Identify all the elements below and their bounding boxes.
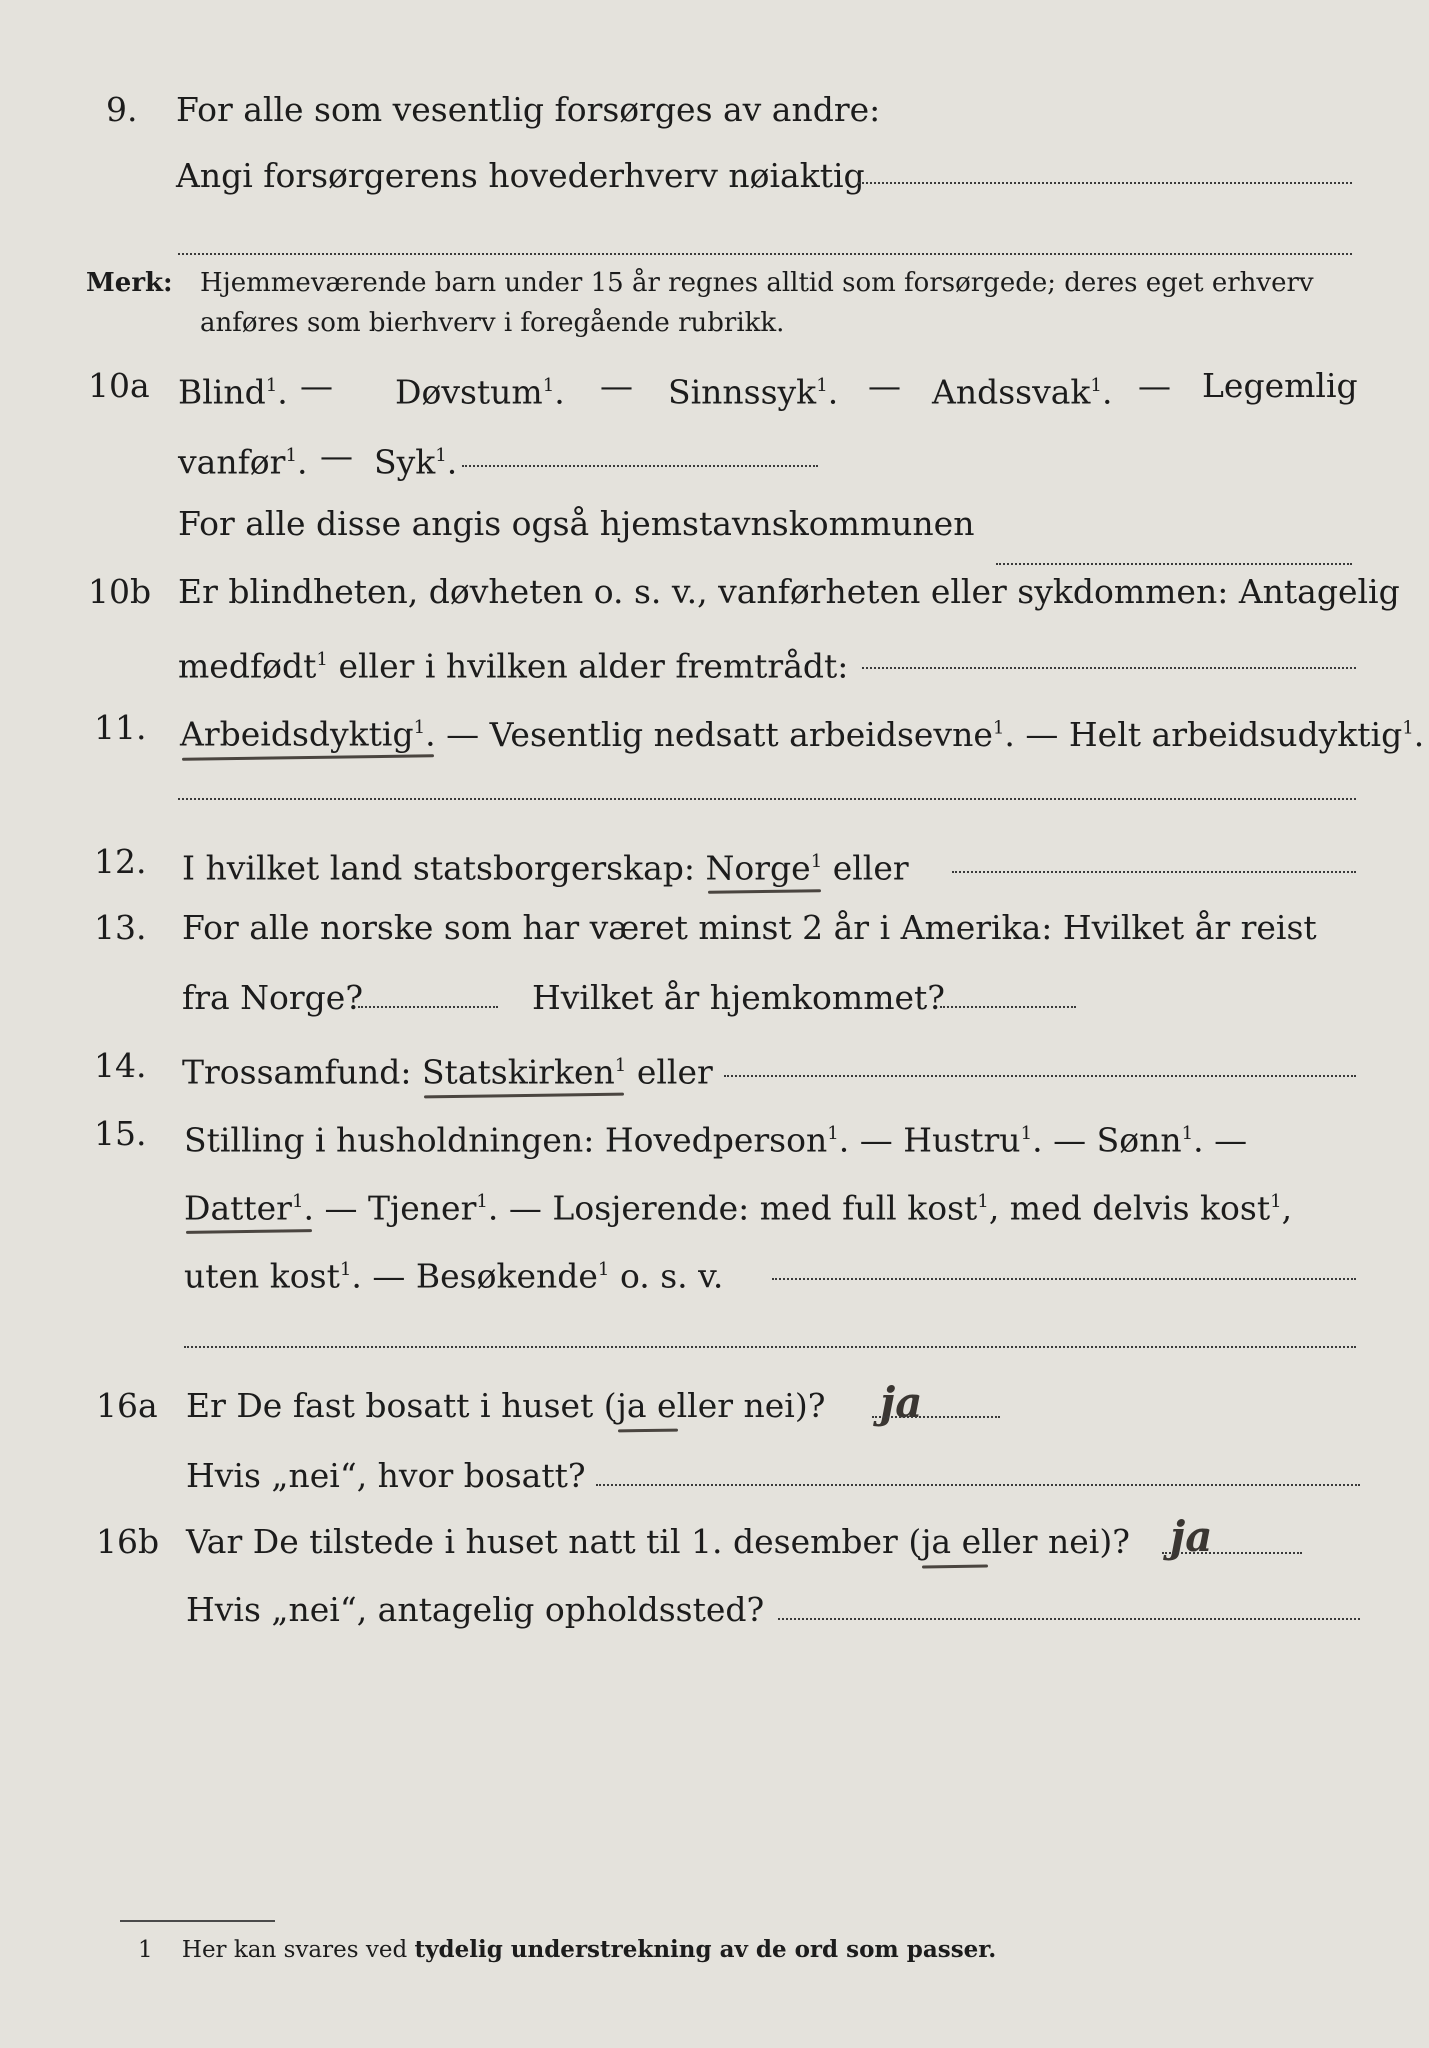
question-text: For alle som vesentlig forsørges av andre: bbox=[176, 90, 881, 129]
answer-line[interactable] bbox=[772, 1278, 1356, 1280]
question-text: Hvis „nei“, antagelig opholdssted? bbox=[186, 1590, 765, 1629]
question-10a-line2 bbox=[0, 426, 1429, 486]
question-text: Er blindheten, døvheten o. s. v., vanførheten eller sykdommen: Antagelig bbox=[178, 572, 1400, 611]
answer-line[interactable] bbox=[358, 1006, 498, 1008]
question-text: uten kost$^1$. — Besøkende$^1$ o. s. v. bbox=[184, 1256, 724, 1296]
handwritten-answer: ja bbox=[1170, 1512, 1213, 1561]
question-10b bbox=[0, 562, 1429, 622]
option-sinnssyk[interactable]: Sinnssyk$^1$. bbox=[668, 372, 839, 412]
question-number: 14. bbox=[94, 1046, 147, 1085]
question-14 bbox=[0, 1036, 1429, 1096]
note-label: Merk: bbox=[86, 268, 173, 298]
answer-line[interactable] bbox=[724, 1075, 1356, 1077]
underline-mark bbox=[920, 1562, 990, 1574]
option-vanfor[interactable]: vanfør$^1$. bbox=[178, 442, 308, 482]
answer-line[interactable] bbox=[1162, 1552, 1302, 1554]
question-text: I hvilket land statsborgerskap: Norge$^1$ eller bbox=[182, 832, 909, 899]
question-10b-line2 bbox=[0, 630, 1429, 690]
question-number: 15. bbox=[94, 1114, 147, 1153]
question-text: Var De tilstede i huset natt til 1. desember (ja eller nei)? bbox=[186, 1522, 1130, 1561]
option-arbeidsdyktig-underlined[interactable]: Arbeidsdyktig$^1$. bbox=[180, 698, 436, 765]
option-legemlig[interactable]: Legemlig bbox=[1202, 366, 1358, 405]
dash: — bbox=[868, 366, 901, 405]
question-text: Angi forsørgerens hovederhverv nøiaktig bbox=[176, 156, 865, 195]
answer-line[interactable] bbox=[178, 253, 1352, 255]
note bbox=[0, 263, 1429, 303]
question-16b bbox=[0, 1512, 1429, 1572]
question-number: 16b bbox=[96, 1522, 160, 1561]
option-datter-underlined[interactable]: Datter$^1$. bbox=[184, 1172, 314, 1239]
answer-line[interactable] bbox=[862, 667, 1356, 669]
question-number: 16a bbox=[96, 1386, 158, 1425]
dash: — bbox=[320, 436, 353, 475]
question-12 bbox=[0, 832, 1429, 892]
question-text: For alle disse angis også hjemstavnskommunen bbox=[178, 504, 975, 543]
question-13 bbox=[0, 898, 1429, 958]
footnote-bold-text: tydelig understrekning av de ord som passer. bbox=[414, 1936, 997, 1963]
option-nedsatt[interactable]: Vesentlig nedsatt arbeidsevne$^1$. bbox=[489, 714, 1015, 754]
answer-line[interactable] bbox=[596, 1484, 1360, 1486]
option-syk[interactable]: Syk$^1$. bbox=[374, 442, 458, 482]
question-text: Arbeidsdyktig$^1$. — Vesentlig nedsatt arbeidsevne$^1$. — Helt arbeidsudyktig$^1$. bbox=[180, 698, 1424, 765]
underline-mark bbox=[616, 1426, 680, 1438]
question-16a bbox=[0, 1376, 1429, 1436]
question-number: 10a bbox=[88, 366, 150, 405]
dash: — bbox=[1138, 366, 1171, 405]
question-number: 10b bbox=[88, 572, 152, 611]
option-norge-underlined[interactable]: Norge$^1$ bbox=[706, 832, 823, 899]
option-udyktig[interactable]: Helt arbeidsudyktig$^1$. bbox=[1068, 714, 1425, 754]
question-text: Hvilket år hjemkommet? bbox=[532, 978, 945, 1017]
question-number: 12. bbox=[94, 842, 147, 881]
question-number: 13. bbox=[94, 908, 147, 947]
note-line2 bbox=[0, 303, 1429, 343]
dash: — bbox=[600, 366, 633, 405]
question-9 bbox=[0, 80, 1429, 140]
answer-line[interactable] bbox=[858, 182, 1352, 184]
question-15-line3 bbox=[0, 1240, 1429, 1300]
dash: — bbox=[300, 366, 333, 405]
question-13-line2 bbox=[0, 968, 1429, 1028]
question-text: fra Norge? bbox=[182, 978, 364, 1017]
answer-line[interactable] bbox=[462, 465, 818, 467]
question-text: Er De fast bosatt i huset (ja eller nei)? bbox=[186, 1386, 826, 1425]
question-11 bbox=[0, 698, 1429, 758]
footnote bbox=[138, 1936, 996, 1963]
question-15-line2 bbox=[0, 1172, 1429, 1232]
answer-line[interactable] bbox=[940, 1006, 1076, 1008]
question-text: medfødt$^1$ eller i hvilken alder fremtrådt: bbox=[178, 646, 849, 686]
answer-line[interactable] bbox=[178, 798, 1356, 800]
option-dovstum[interactable]: Døvstum$^1$. bbox=[395, 372, 565, 412]
note-text: anføres som bierhverv i foregående rubrikk. bbox=[200, 308, 785, 338]
option-statskirken-underlined[interactable]: Statskirken$^1$ bbox=[422, 1036, 626, 1103]
question-10a-line3 bbox=[0, 494, 1429, 554]
question-text: Datter$^1$. — Tjener$^1$. — Losjerende: med full kost$^1$, med delvis kost$^1$, bbox=[184, 1172, 1292, 1239]
question-16b-line2 bbox=[0, 1580, 1429, 1640]
option-andssvak[interactable]: Andssvak$^1$. bbox=[932, 372, 1113, 412]
footnote-text: Her kan svares ved bbox=[181, 1937, 415, 1963]
answer-line[interactable] bbox=[778, 1618, 1360, 1620]
question-text: Hvis „nei“, hvor bosatt? bbox=[186, 1456, 586, 1495]
question-text: Trossamfund: Statskirken$^1$ eller bbox=[182, 1036, 713, 1103]
note-text: Hjemmeværende barn under 15 år regnes alltid som forsørgede; deres eget erhverv bbox=[200, 268, 1314, 298]
question-number: 11. bbox=[94, 708, 147, 747]
answer-line[interactable] bbox=[952, 871, 1356, 873]
handwritten-answer: ja bbox=[880, 1378, 923, 1427]
answer-line[interactable] bbox=[184, 1346, 1356, 1348]
question-9-subtitle bbox=[0, 146, 1429, 206]
answer-line[interactable] bbox=[872, 1416, 1000, 1418]
footnote-number: 1 bbox=[138, 1937, 153, 1963]
question-15 bbox=[0, 1104, 1429, 1164]
question-text: For alle norske som har været minst 2 år i Amerika: Hvilket år reist bbox=[182, 908, 1317, 947]
question-number: 9. bbox=[106, 90, 138, 129]
footnote-rule bbox=[120, 1920, 275, 1922]
option-blind[interactable]: Blind$^1$. bbox=[178, 372, 288, 412]
question-16a-line2 bbox=[0, 1446, 1429, 1506]
question-10a bbox=[0, 356, 1429, 416]
question-text: Stilling i husholdningen: Hovedperson$^1$. — Hustru$^1$. — Sønn$^1$. — bbox=[184, 1120, 1248, 1160]
